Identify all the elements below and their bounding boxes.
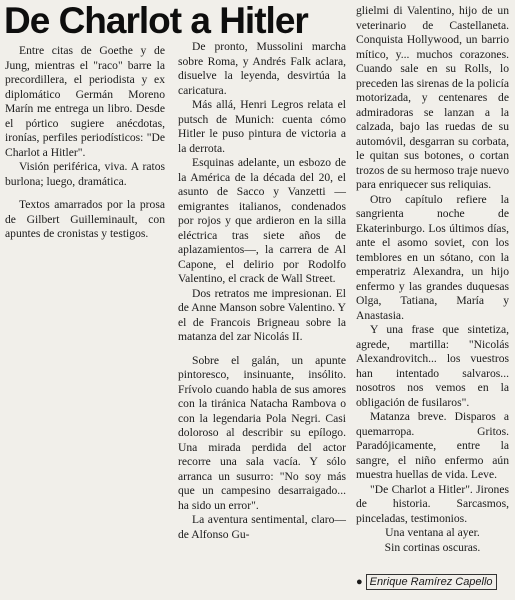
bullet-icon: ● xyxy=(356,576,363,588)
paragraph: Esquinas adelante, un esbozo de la América de la década del 20, el asunto de Sacco y Vanzetti —emigrantes italianos, condenados por rojos y que ardieron en la silla eléctrica tras siete años de aplazamientos—, la carrera de Al Capone, el delirio por Rodolfo Valentino, el crack de Wall Street. xyxy=(178,156,346,285)
paragraph: Otro capítulo refiere la sangrienta noche de Ekaterinburgo. Los últimos días, ante el asomo soviet, con los temblores en un sótano, con la emperatriz Alexandra, un hijo enfermo y las grandes duquesas Olga, Tatiana, María y Anastasia. xyxy=(356,192,509,322)
paragraph: La aventura sentimental, claro— de Alfonso Gu- xyxy=(178,513,346,541)
paragraph: Más allá, Henri Legros relata el putsch de Munich: cuenta cómo Hitler le puso pintura de victoria a la derrota. xyxy=(178,98,346,155)
article-column-2 xyxy=(178,40,346,542)
author-name: Enrique Ramírez Capello xyxy=(366,574,497,590)
paragraph: glielmi di Valentino, hijo de un veterinario de Castellaneta. Conquista Hollywood, un barrio mítico, y... muchos corazones. Cuando sale en su Rolls, lo preceden las sirenas de la policía motorizada, y centenares de admiradoras se lanzan a la calzada, bajo las ruedas de su automóvil, desgarran su corbata, le quitan sus botones, o cortan trozos de su hermoso traje nuevo para enriquecer sus reliquias. xyxy=(356,4,509,191)
article-column-3 xyxy=(356,4,509,555)
paragraph: "De Charlot a Hitler". Jirones de historia. Sarcasmos, pinceladas, testimonios. xyxy=(356,482,509,525)
paragraph: Una ventana al ayer. xyxy=(385,526,480,539)
author-signature xyxy=(356,574,511,590)
paragraph: Textos amarrados por la prosa de Gilbert Guilleminault, con apuntes de cronistas y testigos. xyxy=(5,198,165,240)
paragraph: Visión periférica, viva. A ratos burlona; luego, dramática. xyxy=(5,160,165,188)
article-column-1 xyxy=(5,44,165,242)
paragraph: Matanza breve. Disparos a quemarropa. Gritos. Paradójicamente, entre la sangre, el niño enfermo aún muestra huellas de vida. Leve. xyxy=(356,410,509,481)
paragraph: Dos retratos me impresionan. El de Anne Manson sobre Valentino. Y el de Francois Brigneau sobre la matanza del zar Nicolás II. xyxy=(178,286,346,343)
paragraph: Sobre el galán, un apunte pintoresco, insinuante, insólito. Frívolo cuando habla de sus amores con la tiránica Natacha Rambova o con la legendaria Pola Negri. Casi doloroso al describir su epílogo. Una mirada perdida del actor recorre una sala vacía. Y sólo arranca un susurro: "No soy más que un campesino desarraigado... ha sido un error". xyxy=(178,353,346,512)
paragraph: Y una frase que sintetiza, agrede, martilla: "Nicolás Alexandrovitch... los vuestros han intentado salvaros... nosotros nos vemos en la obligación de fusilaros". xyxy=(356,323,509,409)
paragraph: De pronto, Mussolini marcha sobre Roma, y Andrés Falk aclara, disuelve la leyenda, desvirtúa la caricatura. xyxy=(178,40,346,97)
paragraph: Entre citas de Goethe y de Jung, mientras el "raco" barre la precordillera, el periodista y ex diplomático Germán Moreno Marín me entrega un libro. Desde el pórtico sugiere anécdotas, ironías, perfiles periodísticos: "De Charlot a Hitler". xyxy=(5,44,165,159)
paragraph: Sin cortinas oscuras. xyxy=(384,540,481,554)
article-headline: De Charlot a Hitler xyxy=(4,0,308,41)
